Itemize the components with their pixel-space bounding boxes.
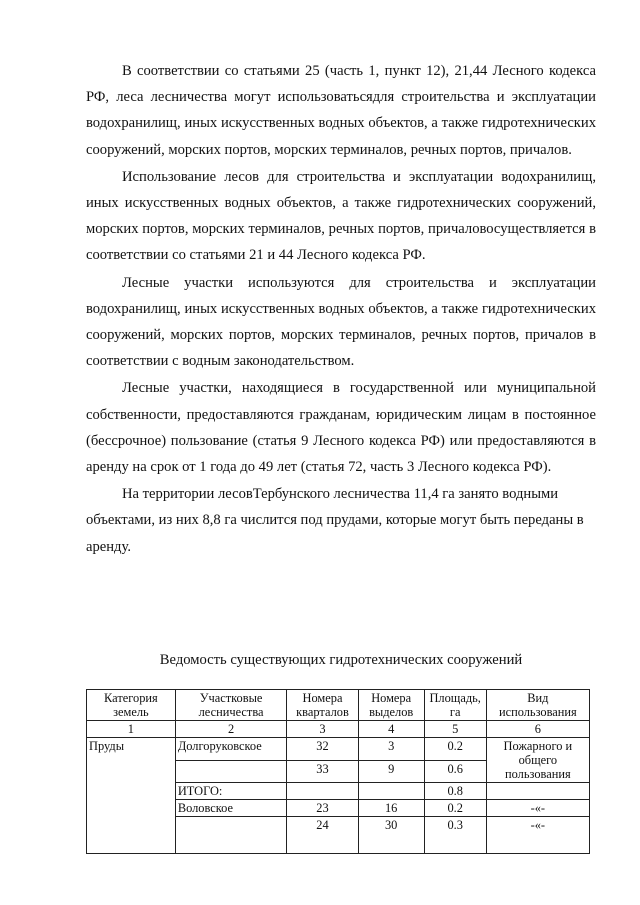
paragraph: В соответствии со статьями 25 (часть 1, пункт 12), 21,44 Лесного кодекса РФ, леса лесничества могут использоватьсядля строительства и эксплуатации водохранилищ, иных искусственных водных объектов, а также гидротехнических сооружений, морских портов, морских терминалов, речных портов, причалов.: [86, 63, 596, 158]
column-number: 1: [87, 721, 176, 738]
area-cell: 0.6: [424, 760, 486, 783]
forestry-cell: [175, 760, 287, 783]
column-header: Участковые лесничества: [175, 690, 287, 721]
category-cell: Пруды: [87, 738, 176, 854]
column-number: 3: [287, 721, 358, 738]
use-cell: Пожарного и общего пользования: [486, 738, 589, 783]
plot-cell: 16: [358, 800, 424, 817]
use-cell: -«-: [486, 800, 589, 817]
paragraph: Использование лесов для строительства и эксплуатации водохранилищ, иных искусственных водных объектов, а также гидротехнических сооружений, морских портов, морских терминалов, речных портов, причаловосуществляется в соответствии со статьями 21 и 44 Лесного кодекса РФ.: [86, 168, 596, 264]
quarter-cell: 24: [287, 817, 358, 854]
body-text: [86, 58, 596, 561]
column-number-row: [87, 721, 590, 738]
forestry-cell: Воловское: [175, 800, 287, 817]
use-cell: -«-: [486, 817, 589, 854]
column-header: Площадь, га: [424, 690, 486, 721]
paragraph: Лесные участки используются для строительства и эксплуатации водохранилищ, иных искусственных водных объектов, а также гидротехнических сооружений, морских портов, морских терминалов, речных портов, причалов в соответствии с водным законодательством.: [86, 274, 596, 370]
quarter-cell: 32: [287, 738, 358, 761]
column-header: Номера выделов: [358, 690, 424, 721]
area-cell: 0.2: [424, 800, 486, 817]
column-number: 4: [358, 721, 424, 738]
table-header-row: [87, 690, 590, 721]
paragraph: Лесные участки, находящиеся в государственной или муниципальной собственности, предоставляются гражданам, юридическим лицам в постоянное (бессрочное) пользование (статья 9 Лесного кодекса РФ) или предоставляются в аренду на срок от 1 года до 49 лет (статья 72, часть 3 Лесного кодекса РФ).: [86, 380, 596, 476]
forestry-cell: Долгоруковское: [175, 738, 287, 761]
plot-cell: 30: [358, 817, 424, 854]
quarter-cell: 33: [287, 760, 358, 783]
column-number: 6: [486, 721, 589, 738]
table-row: [87, 738, 590, 761]
plot-cell: 3: [358, 738, 424, 761]
hydro-structures-table: [86, 689, 590, 854]
quarter-cell: 23: [287, 800, 358, 817]
column-header: Номера кварталов: [287, 690, 358, 721]
forestry-cell: [175, 817, 287, 854]
table-caption: Ведомость существующих гидротехнических сооружений: [159, 652, 523, 668]
plot-cell: [358, 783, 424, 800]
column-header: Категория земель: [87, 690, 176, 721]
column-number: 2: [175, 721, 287, 738]
total-label: ИТОГО:: [175, 783, 287, 800]
area-cell: 0.3: [424, 817, 486, 854]
use-cell: [486, 783, 589, 800]
column-header: Вид использования: [486, 690, 589, 721]
paragraph: На территории лесовТербунского лесничества 11,4 га занято водными объектами, из них 8,8 га числится под прудами, которые могут быть переданы в аренду.: [86, 486, 584, 555]
plot-cell: 9: [358, 760, 424, 783]
column-number: 5: [424, 721, 486, 738]
quarter-cell: [287, 783, 358, 800]
area-cell: 0.2: [424, 738, 486, 761]
total-area: 0.8: [424, 783, 486, 800]
